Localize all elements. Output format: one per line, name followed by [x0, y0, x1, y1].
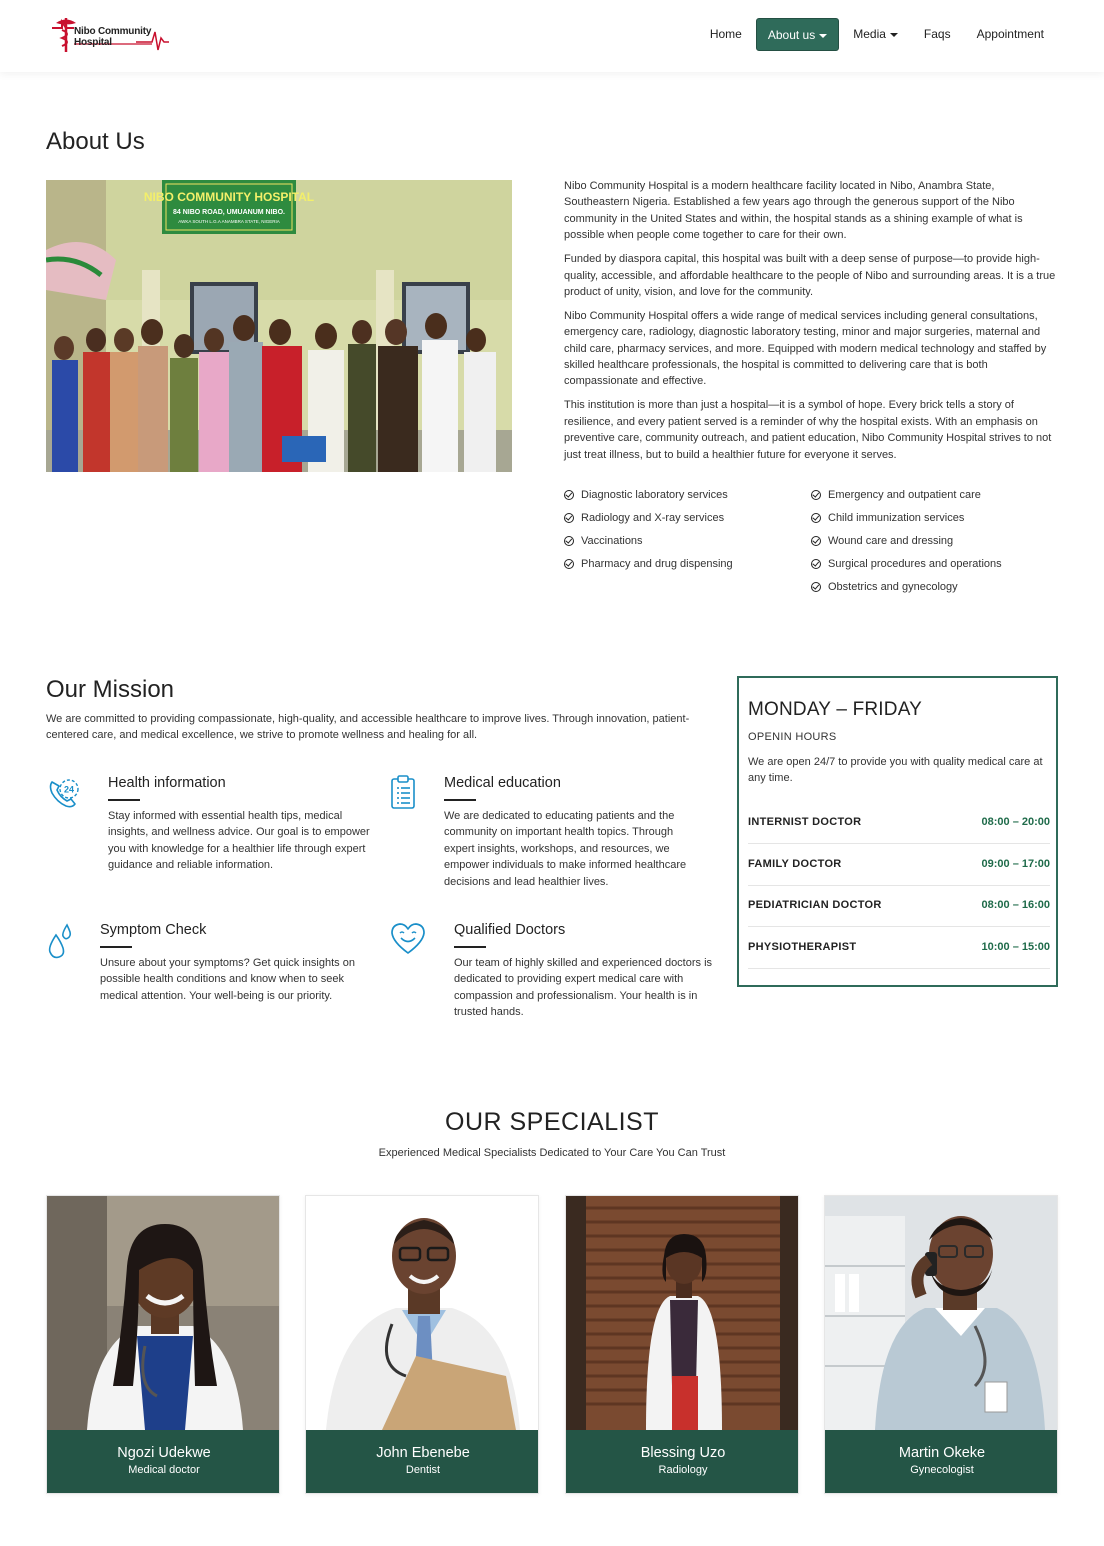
navbar	[0, 0, 1104, 72]
nav-home[interactable]	[698, 18, 754, 51]
mission-text: We are committed to providing compassionate, high-quality, and accessible healthcare to improve lives. Through innovation, patient-centered care, and medical excellence, we strive to promote wellness and healing for all.	[46, 713, 690, 742]
hours-role: INTERNIST DOCTOR	[748, 816, 862, 828]
specialist-card[interactable]	[46, 1195, 280, 1494]
hours-row	[748, 927, 1050, 969]
specialist-name-bar	[566, 1430, 799, 1494]
mission-title: Our Mission	[46, 676, 175, 703]
service-label: Pharmacy and drug dispensing	[581, 557, 733, 570]
service-item	[811, 506, 1058, 529]
check-circle-icon	[564, 490, 574, 500]
specialist-name-bar	[306, 1430, 539, 1494]
nav-faqs-label: Faqs	[923, 27, 951, 41]
specialists-title: OUR SPECIALIST	[445, 1108, 659, 1136]
brand-line2: Hospital	[74, 37, 112, 48]
nav-faqs[interactable]	[912, 18, 963, 51]
caret-down-icon	[890, 33, 898, 37]
about-title: About Us	[46, 128, 145, 155]
service-item	[811, 529, 1058, 552]
hours-row	[748, 844, 1050, 886]
specialist-role: Medical doctor	[128, 1464, 200, 1476]
service-item	[564, 483, 811, 506]
specialist-photo	[47, 1196, 280, 1430]
hours-role: PEDIATRICIAN DOCTOR	[748, 899, 882, 911]
specialist-role: Dentist	[405, 1464, 441, 1476]
specialist-role: Radiology	[658, 1464, 708, 1476]
specialist-card[interactable]	[565, 1195, 799, 1494]
main-nav	[696, 18, 1056, 51]
service-item	[564, 552, 811, 575]
service-label: Surgical procedures and operations	[828, 557, 1002, 570]
title-underline	[108, 799, 140, 801]
title-underline	[444, 799, 476, 801]
specialist-photo	[306, 1196, 539, 1430]
services-column-right	[811, 483, 1058, 598]
hours-time: 08:00 – 20:00	[981, 816, 1050, 828]
specialist-name: Ngozi Udekwe	[117, 1445, 211, 1461]
about-description	[564, 178, 1058, 471]
hours-description: We are open 24/7 to provide you with quality medical care at any time.	[748, 756, 1043, 785]
service-label: Child immunization services	[828, 511, 965, 524]
hours-subtitle: OPENIN HOURS	[748, 731, 837, 743]
opening-hours-box	[737, 676, 1058, 987]
sign-line3: AWKA SOUTH L.G.A ANAMBRA STATE, NIGERIA	[178, 219, 280, 224]
drops-icon	[46, 921, 76, 961]
nav-about-label: About us	[767, 28, 816, 42]
nav-about[interactable]	[756, 18, 839, 51]
service-item	[811, 552, 1058, 575]
service-item	[564, 529, 811, 552]
about-group-photo	[46, 180, 512, 472]
hours-row	[748, 885, 1050, 927]
check-circle-icon	[811, 513, 821, 523]
specialist-name: Martin Okeke	[898, 1445, 986, 1461]
feature-text: Unsure about your symptoms? Get quick insights on possible health conditions and know when to seek medical attention. Your well-being is our priority.	[100, 957, 355, 1002]
check-circle-icon	[811, 536, 821, 546]
specialist-photo	[566, 1196, 799, 1430]
service-label: Emergency and outpatient care	[828, 488, 981, 501]
feature-text: Stay informed with essential health tips, medical insights, and wellness advice. Our goal is to empower you with knowledge for a healthier life through expert guidance and reliable information.	[108, 810, 370, 872]
check-circle-icon	[811, 490, 821, 500]
service-item	[564, 506, 811, 529]
hours-role: PHYSIOTHERAPIST	[748, 941, 857, 953]
specialists-subtitle: Experienced Medical Specialists Dedicated to Your Care You Can Trust	[378, 1147, 726, 1159]
feature-text: We are dedicated to educating patients and the community on important health topics. Through expert insights, workshops, and resources, we empower individuals to make informed healthcare decisions and lead healthier lives.	[444, 810, 687, 888]
feature-title: Symptom Check	[100, 922, 207, 938]
hours-role: FAMILY DOCTOR	[748, 858, 842, 870]
nav-appointment[interactable]	[965, 18, 1056, 51]
service-item	[811, 483, 1058, 506]
feature-title: Medical education	[444, 775, 561, 791]
service-label: Wound care and dressing	[828, 534, 954, 547]
brand-name	[74, 26, 151, 48]
feature-title: Qualified Doctors	[454, 922, 566, 938]
specialist-role: Gynecologist	[910, 1464, 974, 1476]
about-paragraph: Nibo Community Hospital offers a wide range of medical services including general consultations, emergency care, radiology, diagnostic laboratory testing, minor and major surgeries, maternal and child care, pharmacy services, and more. Equipped with modern medical technology and staffed by skilled healthcare professionals, the hospital is committed to delivering care that is both compassionate and effective.	[564, 309, 1047, 388]
hours-time: 10:00 – 15:00	[981, 941, 1050, 953]
feature-title: Health information	[108, 775, 226, 791]
hours-time: 08:00 – 16:00	[981, 899, 1050, 911]
title-underline	[454, 946, 486, 948]
nav-home-label: Home	[709, 27, 742, 41]
check-circle-icon	[811, 582, 821, 592]
check-circle-icon	[811, 559, 821, 569]
phone-24-icon	[46, 774, 82, 810]
hours-row	[748, 802, 1050, 844]
services-column-left	[564, 483, 811, 598]
check-circle-icon	[564, 536, 574, 546]
about-paragraph: This institution is more than just a hospital—it is a symbol of hope. Every brick tells a story of resilience, and every patient served is a reminder of why the hospital exists. With an emphasis on preventive care, community outreach, and patient education, Nibo Community Hospital strives to not just treat illness, but to build a healthier future for everyone it serves.	[564, 399, 1052, 461]
about-paragraph: Funded by diaspora capital, this hospital was built with a deep sense of purpose—to provide high-quality, accessible, and affordable healthcare to the people of Nibo and surrounding areas. It is a true product of unity, vision, and love for the community.	[564, 253, 1056, 298]
nav-appointment-label: Appointment	[976, 27, 1044, 41]
brand-line1: Nibo Community	[74, 26, 152, 37]
nav-media-label: Media	[853, 27, 886, 41]
specialist-name-bar	[825, 1430, 1058, 1494]
feature-text: Our team of highly skilled and experienced doctors is dedicated to providing expert medical care with compassion and professionalism. Your health is in trusted hands.	[454, 957, 713, 1019]
caret-down-icon	[819, 34, 827, 38]
hours-title: MONDAY – FRIDAY	[748, 699, 923, 720]
hours-time: 09:00 – 17:00	[981, 858, 1050, 870]
services-list	[564, 483, 1058, 598]
service-label: Radiology and X-ray services	[581, 511, 725, 524]
specialist-card[interactable]	[305, 1195, 539, 1494]
check-circle-icon	[564, 559, 574, 569]
heart-smile-icon	[389, 921, 427, 957]
nav-media[interactable]	[841, 18, 910, 51]
specialist-photo	[825, 1196, 1058, 1430]
clipboard-icon	[389, 774, 419, 812]
specialist-name: Blessing Uzo	[640, 1445, 726, 1461]
service-label: Vaccinations	[581, 534, 643, 547]
specialist-name-bar	[47, 1430, 280, 1494]
brand-logo[interactable]	[48, 14, 170, 56]
service-label: Obstetrics and gynecology	[828, 580, 958, 593]
title-underline	[100, 946, 132, 948]
service-item	[811, 575, 1058, 598]
sign-line2: 84 NIBO ROAD, UMUANUM NIBO.	[172, 209, 286, 216]
about-paragraph: Nibo Community Hospital is a modern healthcare facility located in Nibo, Anambra State, Southeastern Nigeria. Established a few years ago through the generous support of the Nibo community in the United States and within, the hospital stands as a shining example of what is possible when people come together to care for their own.	[564, 180, 1023, 242]
specialist-name: John Ebenebe	[376, 1445, 470, 1461]
service-label: Diagnostic laboratory services	[581, 488, 728, 501]
sign-line1: NIBO COMMUNITY HOSPITAL	[143, 190, 315, 204]
check-circle-icon	[564, 513, 574, 523]
specialist-card[interactable]	[824, 1195, 1058, 1494]
svg-text:24: 24	[63, 784, 75, 795]
